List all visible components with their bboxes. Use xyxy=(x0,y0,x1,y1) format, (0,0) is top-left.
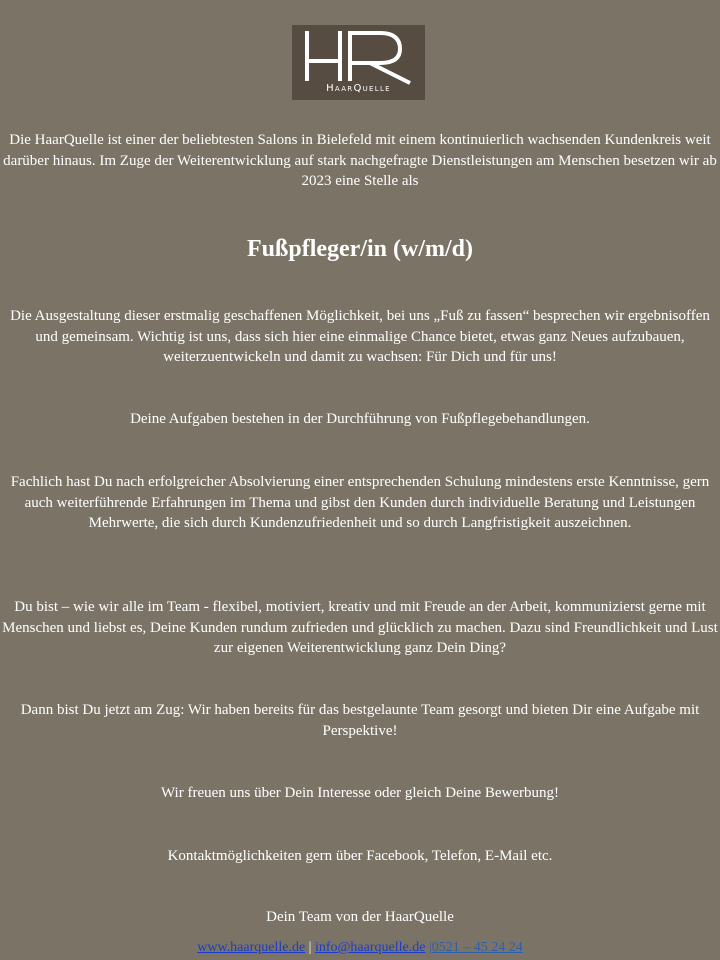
hq-monogram-icon xyxy=(292,25,425,85)
paragraph-qualifications: Fachlich hast Du nach erfolgreicher Absolvierung einer entsprechenden Schulung mindestens erste Kenntnisse, gern auch weiterführende Erfahrungen im Thema und gibst den Kunden durch individuelle Beratung und Leistungen Mehrwerte, die sich durch Kundenzufriedenheit und so durch Langfristigkeit auszeichnen. xyxy=(10,474,710,531)
footer-separator: | xyxy=(308,940,312,955)
paragraph-profile: Du bist – wie wir alle im Team - flexibel, motiviert, kreativ und mit Freude an der Arbeit, kommunizierst gerne mit Menschen und liebst es, Deine Kunden rundum zufrieden und glücklich zu machen. Dazu sind Freundlichkeit und Lust zur eigenen Weiterentwicklung ganz Dein Ding? xyxy=(2,599,718,656)
paragraph-opportunity: Die Ausgestaltung dieser erstmalig geschaffenen Möglichkeit, bei uns „Fuß zu fassen“ besprechen wir ergebnisoffen und gemeinsam. Wichtig ist uns, dass sich hier eine einmalige Chance bietet, etwas ganz Neues aufzubauen, weiterzuentwickeln und damit zu wachsen: Für Dich und für uns! xyxy=(10,308,710,365)
job-title: Fußpfleger/in (w/m/d) xyxy=(247,236,473,262)
paragraph-contact-options: Kontaktmöglichkeiten gern über Facebook, Telefon, E-Mail etc. xyxy=(167,848,553,864)
phone-link[interactable]: |0521 – 45 24 24 xyxy=(428,940,523,955)
haarquelle-logo xyxy=(292,25,425,100)
signature-line: Dein Team von der HaarQuelle xyxy=(266,909,454,925)
contact-footer xyxy=(0,939,720,957)
paragraph-offer: Dann bist Du jetzt am Zug: Wir haben bereits für das bestgelaunte Team gesorgt und bieten Dir eine Aufgabe mit Perspektive! xyxy=(20,702,700,739)
paragraph-application: Wir freuen uns über Dein Interesse oder gleich Deine Bewerbung! xyxy=(161,785,559,801)
intro-paragraph: Die HaarQuelle ist einer der beliebtesten Salons in Bielefeld mit einem kontinuierlich wachsenden Kundenkreis weit darüber hinaus. Im Zuge der Weiterentwicklung auf stark nachgefragte Dienstleistungen am Menschen besetzen wir ab 2023 eine Stelle als xyxy=(3,132,717,189)
logo-wordmark: HaarQuelle xyxy=(326,83,391,94)
website-link[interactable]: www.haarquelle.de xyxy=(197,940,306,955)
paragraph-tasks: Deine Aufgaben bestehen in der Durchführung von Fußpflegebehandlungen. xyxy=(130,411,590,427)
email-link[interactable]: info@haarquelle.de xyxy=(314,940,426,955)
